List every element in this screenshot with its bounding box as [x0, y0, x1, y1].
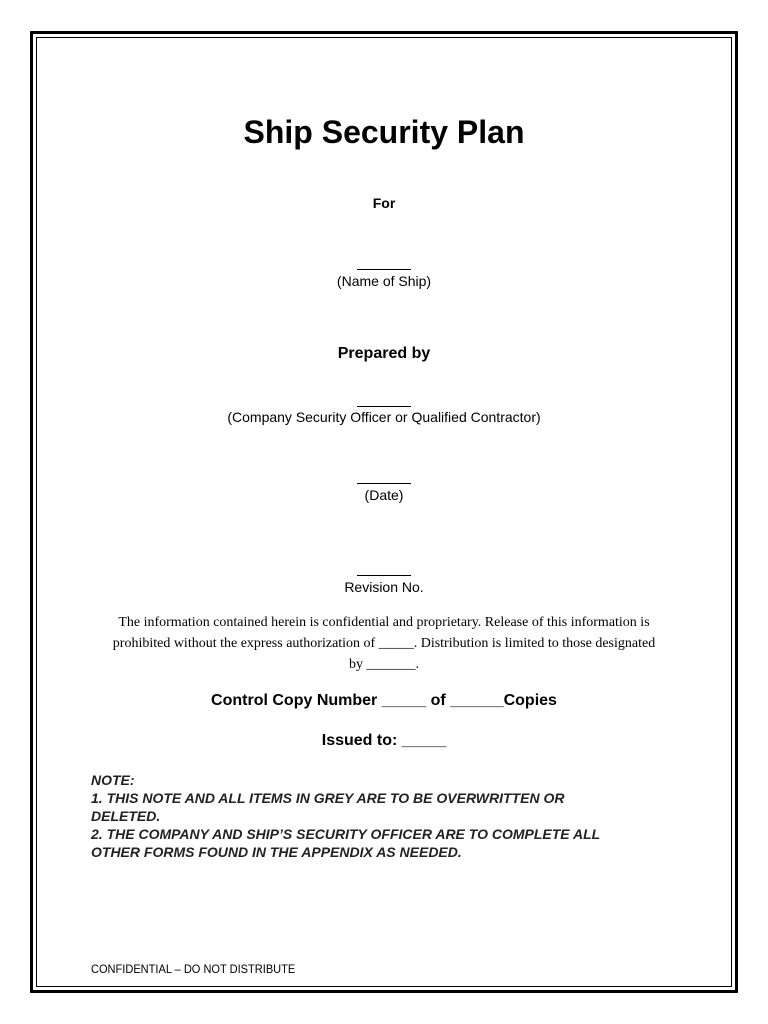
confidentiality-line: by _______.: [349, 657, 419, 672]
note-heading: NOTE:: [91, 772, 135, 788]
footer-confidential: CONFIDENTIAL – DO NOT DISTRIBUTE: [91, 962, 296, 976]
preparer-blank: [357, 406, 411, 407]
note-line: 1. THIS NOTE AND ALL ITEMS IN GREY ARE TO BE OVERWRITTEN OR: [91, 790, 565, 806]
note-line: OTHER FORMS FOUND IN THE APPENDIX AS NEEDED.: [91, 844, 462, 860]
revision-blank: [357, 575, 411, 576]
confidentiality-paragraph: [88, 612, 680, 675]
confidentiality-line: The information contained herein is confidential and proprietary. Release of this information is: [118, 615, 650, 630]
revision-label: Revision No.: [344, 579, 424, 595]
note-line: 2. THE COMPANY AND SHIP’S SECURITY OFFICER ARE TO COMPLETE ALL: [91, 826, 601, 842]
for-label: For: [372, 195, 396, 211]
note-line: DELETED.: [91, 808, 161, 824]
control-copy-number: Control Copy Number _____ of ______Copies: [211, 692, 557, 709]
date-label: (Date): [364, 487, 404, 503]
date-blank: [357, 483, 411, 484]
confidentiality-line: prohibited without the express authorization of _____. Distribution is limited to those designated: [112, 636, 656, 651]
note-block: [91, 771, 691, 861]
preparer-label: (Company Security Officer or Qualified Contractor): [227, 409, 541, 425]
prepared-by-label: Prepared by: [337, 345, 431, 362]
ship-name-blank: [357, 269, 411, 270]
issued-to: Issued to: _____: [321, 732, 447, 749]
document-title: Ship Security Plan: [243, 114, 525, 150]
ship-name-label: (Name of Ship): [336, 273, 432, 289]
